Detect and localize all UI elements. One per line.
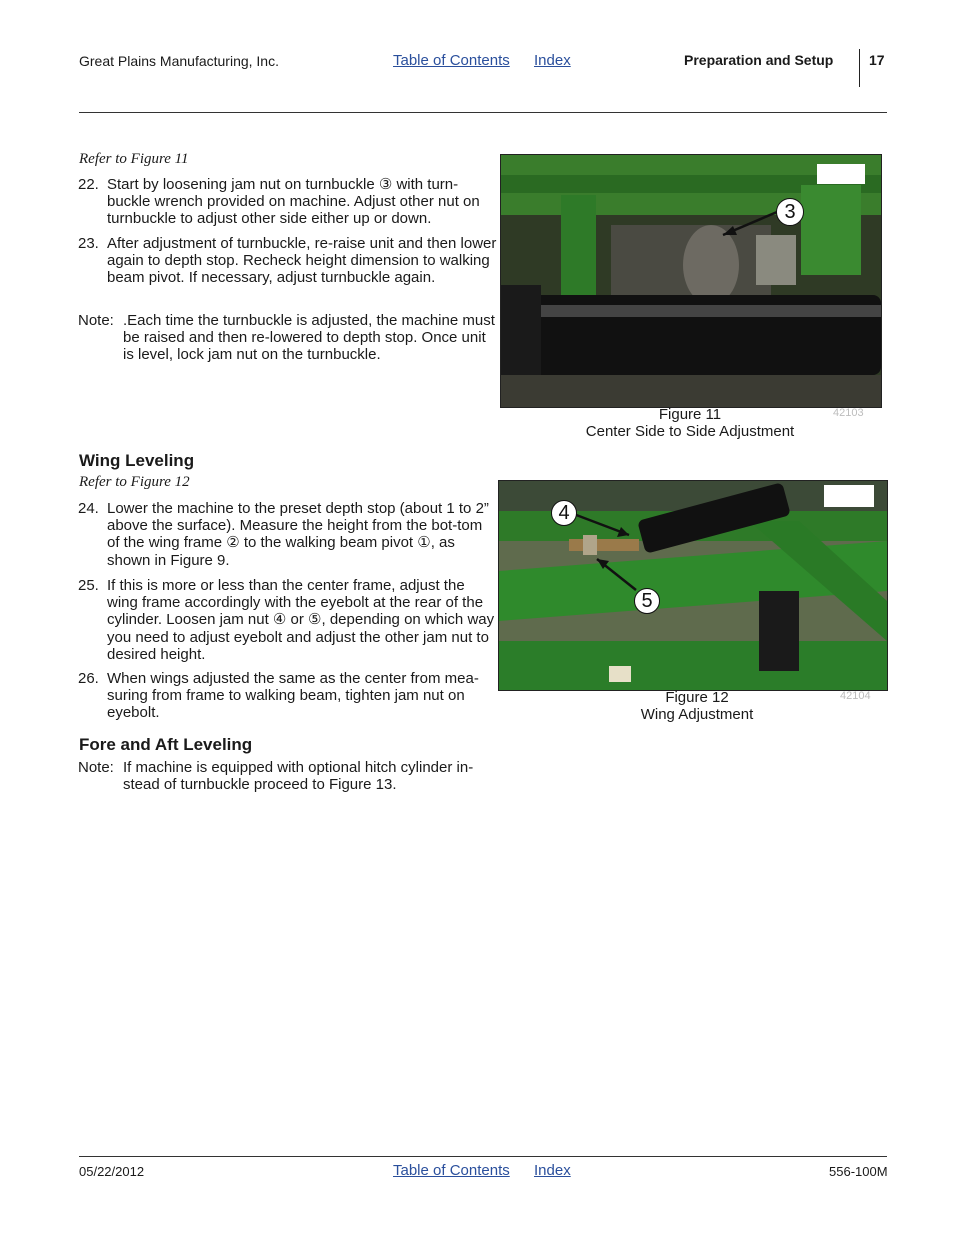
footer-doc-number: 556-100M [829, 1164, 888, 1179]
header-rule [79, 112, 887, 113]
header-toc-link[interactable]: Table of Contents [393, 52, 510, 69]
step-text: If this is more or less than the center frame, adjust the wing frame accordingly with the eyebolt at the rear of the cylinder. Loosen jam nut ④ or ⑤, depending on which way you need to adjust eyebolt and adjust the other jam nut to desired height. [107, 577, 495, 663]
step-22 [78, 176, 498, 228]
wing-leveling-heading: Wing Leveling [79, 451, 195, 470]
step-number: 26. [78, 670, 99, 687]
step-number: 24. [78, 500, 99, 517]
step-24 [78, 500, 498, 569]
figure-12-image-id: 42104 [840, 690, 871, 702]
callout-3: 3 [776, 198, 804, 226]
section-title: Preparation and Setup [684, 52, 834, 68]
note-label: Note: [78, 312, 114, 329]
refer-figure-11: Refer to Figure 11 [79, 151, 189, 167]
footer-toc-link[interactable]: Table of Contents [393, 1162, 510, 1179]
note-turnbuckle [78, 312, 498, 364]
turnbuckle-photo-illustration [501, 155, 881, 407]
figure-12-caption: Wing Adjustment [640, 706, 754, 723]
fore-aft-heading: Fore and Aft Leveling [79, 735, 253, 754]
step-text: Start by loosening jam nut on turnbuckle ③ with turn-buckle wrench provided on machine. Adjust other nut on turnbuckle to adjust other side either up or down. [107, 176, 480, 228]
step-25 [78, 577, 498, 663]
step-text: After adjustment of turnbuckle, re-raise unit and then lower again to depth stop. Recheck height dimension to walking beam pivot. If necessary, adjust turnbuckle again. [107, 235, 497, 287]
header-index-link[interactable]: Index [534, 52, 571, 69]
note-hitch-cylinder [78, 759, 488, 793]
footer-index-link[interactable]: Index [534, 1162, 571, 1179]
note-text: .Each time the turnbuckle is adjusted, the machine must be raised and then re-lowered to depth stop. Once unit is level, lock jam nut on the turnbuckle. [123, 312, 495, 364]
figure-11-image-id: 42103 [833, 407, 864, 419]
note-text: If machine is equipped with optional hitch cylinder in-stead of turnbuckle proceed to Figure 13. [123, 759, 474, 794]
footer-rule [79, 1156, 887, 1157]
figure-12-number: Figure 12 [665, 689, 729, 706]
step-text: Lower the machine to the preset depth stop (about 1 to 2” above the surface). Measure the height from the bot-tom of the wing frame ② to the walking beam pivot ①, as shown in Figure 9. [107, 500, 489, 569]
step-number: 23. [78, 235, 99, 252]
page-number: 17 [869, 52, 885, 68]
refer-figure-12: Refer to Figure 12 [79, 474, 190, 490]
figure-11-photo [500, 154, 882, 408]
figure-11-caption: Center Side to Side Adjustment [585, 423, 795, 440]
footer-date: 05/22/2012 [79, 1164, 145, 1179]
step-number: 22. [78, 176, 99, 193]
header-divider [859, 49, 860, 87]
note-label: Note: [78, 759, 114, 776]
callout-4: 4 [551, 500, 577, 526]
step-26 [78, 670, 498, 722]
company-name: Great Plains Manufacturing, Inc. [79, 53, 279, 69]
step-text: When wings adjusted the same as the center from mea-suring from frame to walking beam, tighten jam nut on eyebolt. [107, 670, 479, 722]
step-number: 25. [78, 577, 99, 594]
callout-5: 5 [634, 588, 660, 614]
step-23 [78, 235, 498, 287]
figure-11-number: Figure 11 [658, 406, 722, 423]
figure-12-photo [498, 480, 888, 691]
